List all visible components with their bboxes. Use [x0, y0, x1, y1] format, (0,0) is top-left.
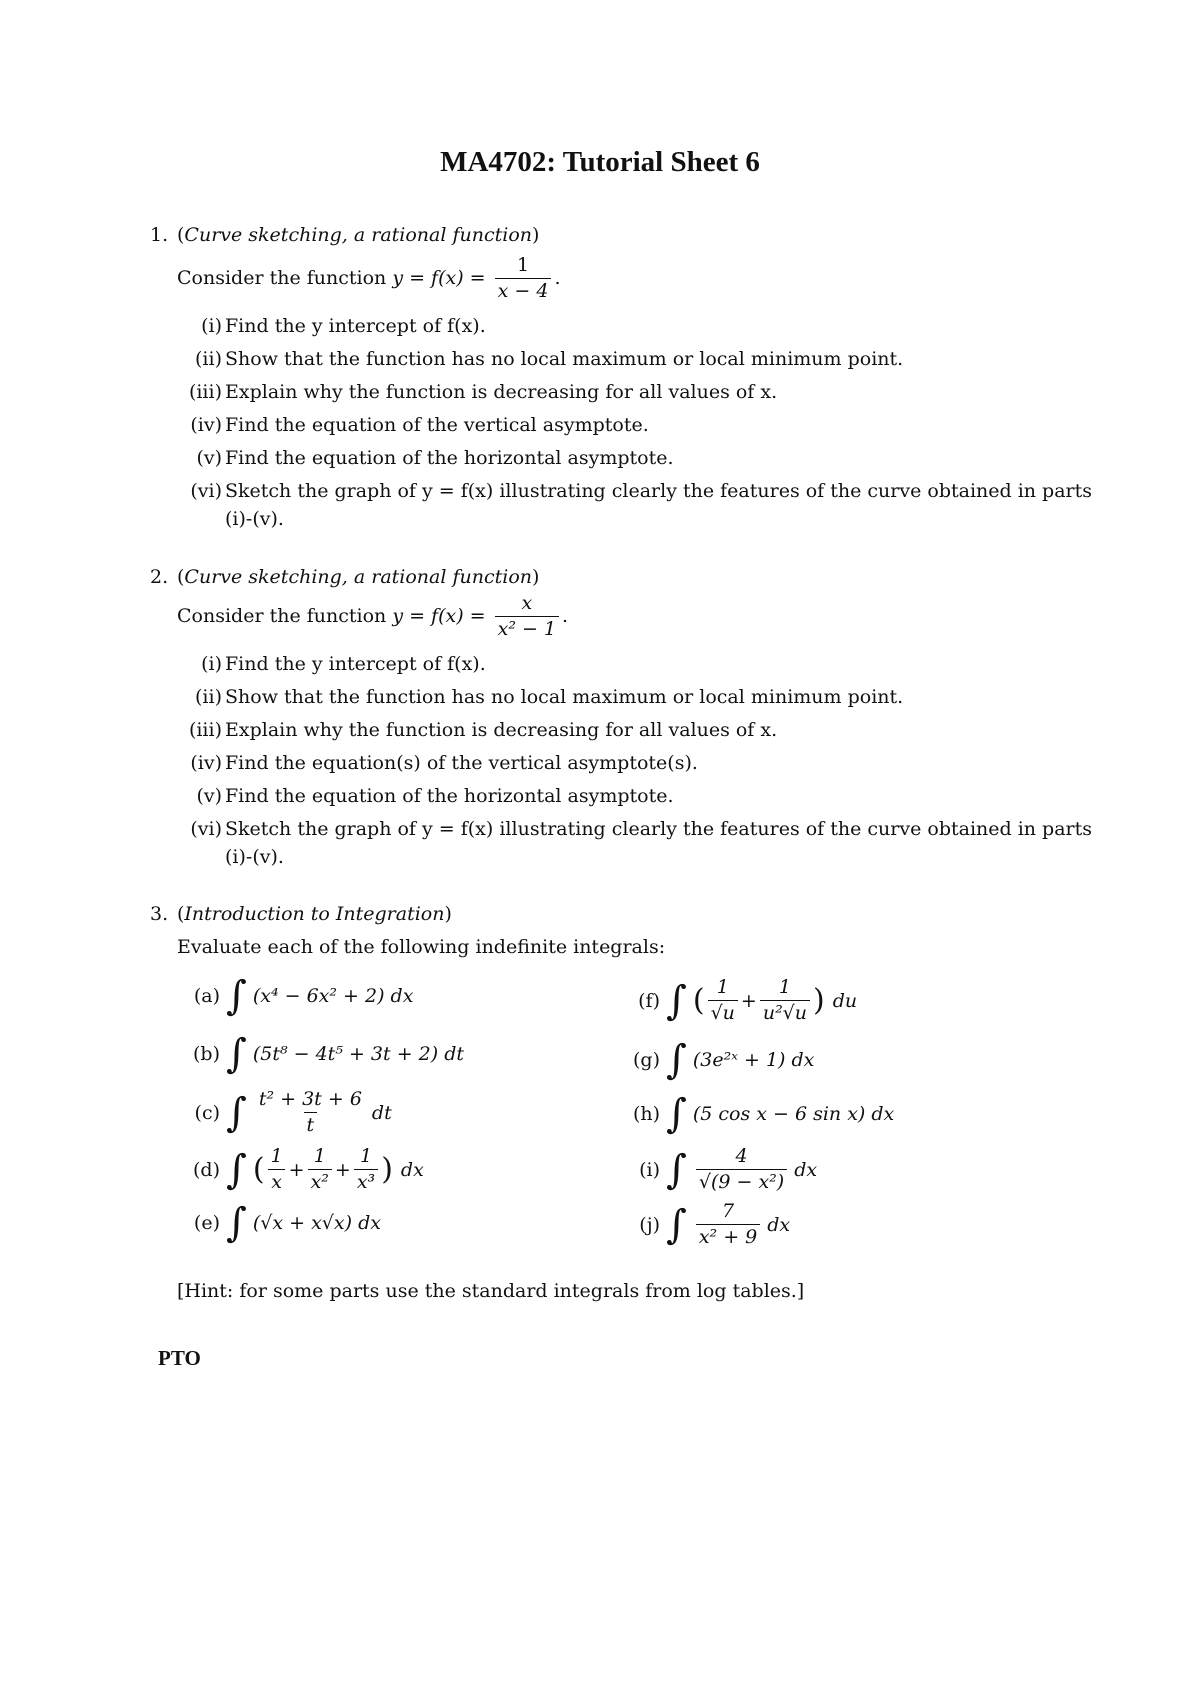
tutorial-sheet-page: MA4702: Tutorial Sheet 6 1. (Curve sketching, a rational function) Consider the function y = f(x) = $\frac{1}{x - 4}$ . (i) Find the y intercept of f(x). (ii) Show that the function has no local maximum or local minimum point. (iii) Explain why the function is decreasing for all values of x. (iv) Find the equation of the vertical asymptote. (v) Find the equation of the horizontal asymptote. (vi) Sketch the graph of y = f(x) illustrating clearly the features of the curve obtained in parts (i)-(v). 2. (Curve sketching, a rational function) Consider the function y = f(x) = $\frac{x}{\text{x² − 1}}$ . (i) Find the y intercept of f(x). (ii) Show that the function has no local maximum or local minimum point. (iii) Explain why the function is decreasing for all values of x. (iv) Find the equation(s) of the vertical asymptote(s). (v) Find the equation of the horizontal asymptote. (vi) Sketch the graph of y = f(x) illustrating clearly the features of the curve obtained in parts (i)-(v). 3. (Introduction to Integration) Evaluate each of the following indefinite integrals: (a) ∫ (x⁴ − 6x² + 2) dx (b) ∫ (5t⁸ − 4t⁵ + 3t + 2) dt (c) ∫ $\frac{\text{t² + 3t + 6}}{t}$ dt (d) ∫ ( $\frac{1}{x}$ + $\frac{1}{\text{x²}}$ + $\frac{1}{\text{x³}}$ ) dx (e) ∫ (√x + x√x) dx (f) ∫ ( $\frac{1}{√u}$ + $\frac{1}{\text{u²√u}}$ ) du (g) ∫ (3e²ˣ + 1) dx (h) ∫ (5 cos x − 6 sin x) dx (i) ∫ $\frac{4}{\text{√(9 − x²)}}$ dx (j) ∫ $\frac{7}{\text{x² + 9}}$ dx [Hint: for some parts use the standard integrals from log tables.] PTO — [0, 0, 1200, 1696]
integral-sign-icon: ∫ — [226, 1089, 247, 1136]
page-title: MA4702: Tutorial Sheet 6 — [440, 146, 760, 178]
question-1-function: Consider the function y = f(x) = $\frac{1}{x - 4}$ . — [177, 254, 561, 302]
integral-fraction: $\frac{\text{t² + 3t + 6}}{t}$ — [258, 1088, 362, 1136]
question-2-number: 2. — [150, 566, 169, 588]
integral-fraction: $\frac{7}{\text{x² + 9}}$ — [696, 1200, 760, 1250]
integral-b: (b) ∫ (5t⁸ − 4t⁵ + 3t + 2) dt — [193, 1031, 464, 1077]
integral-a: (a) ∫ (x⁴ − 6x² + 2) dx — [193, 973, 414, 1019]
hint-text: [Hint: for some parts use the standard integrals from log tables.] — [177, 1280, 805, 1302]
function-lhs: y = f(x) = — [392, 604, 486, 627]
fraction-denominator: x − 4 — [495, 278, 552, 304]
integral-g: (g) ∫ (3e²ˣ + 1) dx — [633, 1037, 815, 1083]
integral-sign-icon: ∫ — [226, 1200, 247, 1246]
question-3-number: 3. — [150, 903, 169, 925]
question-2-function: Consider the function y = f(x) = $\frac{x}{\text{x² − 1}}$ . — [177, 592, 569, 640]
integral-expr: (x⁴ − 6x² + 2) dx — [252, 985, 414, 1007]
integral-sign-icon: ∫ — [226, 973, 247, 1019]
consider-text: Consider the function — [177, 604, 387, 627]
integral-expr: (5t⁸ − 4t⁵ + 3t + 2) dt — [252, 1043, 464, 1065]
function-fraction — [495, 592, 559, 642]
integral-expr: (5 cos x − 6 sin x) dx — [692, 1103, 895, 1125]
pto-label: PTO — [158, 1346, 201, 1370]
integral-expr: (√x + x√x) dx — [252, 1212, 381, 1234]
function-lhs: y = f(x) = — [392, 266, 486, 289]
integral-sign-icon: ∫ — [666, 977, 687, 1024]
integral-i: (i) ∫ $\frac{4}{\text{√(9 − x²)}}$ dx — [639, 1145, 818, 1193]
integral-expr: (3e²ˣ + 1) dx — [692, 1049, 815, 1071]
consider-text: Consider the function — [177, 266, 387, 289]
integral-sign-icon: ∫ — [666, 1091, 687, 1137]
integral-sign-icon: ∫ — [666, 1201, 687, 1248]
integral-sign-icon: ∫ — [226, 1031, 247, 1077]
function-fraction — [495, 254, 552, 304]
integral-sign-icon: ∫ — [226, 1146, 247, 1193]
question-2-topic: (Curve sketching, a rational function) — [177, 566, 540, 588]
fraction-denominator: x² − 1 — [495, 616, 559, 642]
question-3-intro: Evaluate each of the following indefinite integrals: — [177, 936, 666, 958]
question-3-topic: (Introduction to Integration) — [177, 903, 452, 925]
integral-sign-icon: ∫ — [666, 1037, 687, 1083]
question-1-topic: (Curve sketching, a rational function) — [177, 224, 540, 246]
integral-fraction: $\frac{4}{\text{√(9 − x²)}}$ — [696, 1145, 787, 1195]
integral-j: (j) ∫ $\frac{7}{\text{x² + 9}}$ dx — [639, 1200, 791, 1248]
integral-h: (h) ∫ (5 cos x − 6 sin x) dx — [632, 1091, 895, 1137]
integral-f: (f) ∫ ( $\frac{1}{√u}$ + $\frac{1}{\text{u²√u}}$ ) du — [638, 976, 858, 1024]
fraction-numerator: 1 — [516, 254, 530, 276]
integral-c: (c) ∫ $\frac{\text{t² + 3t + 6}}{t}$ dt — [194, 1088, 392, 1136]
integral-d: (d) ∫ ( $\frac{1}{x}$ + $\frac{1}{\text{x²}}$ + $\frac{1}{\text{x³}}$ ) dx — [193, 1145, 424, 1193]
integral-sign-icon: ∫ — [666, 1146, 687, 1193]
question-1-number: 1. — [150, 224, 169, 246]
fraction-numerator: x — [521, 592, 533, 614]
integral-e: (e) ∫ (√x + x√x) dx — [193, 1200, 381, 1246]
